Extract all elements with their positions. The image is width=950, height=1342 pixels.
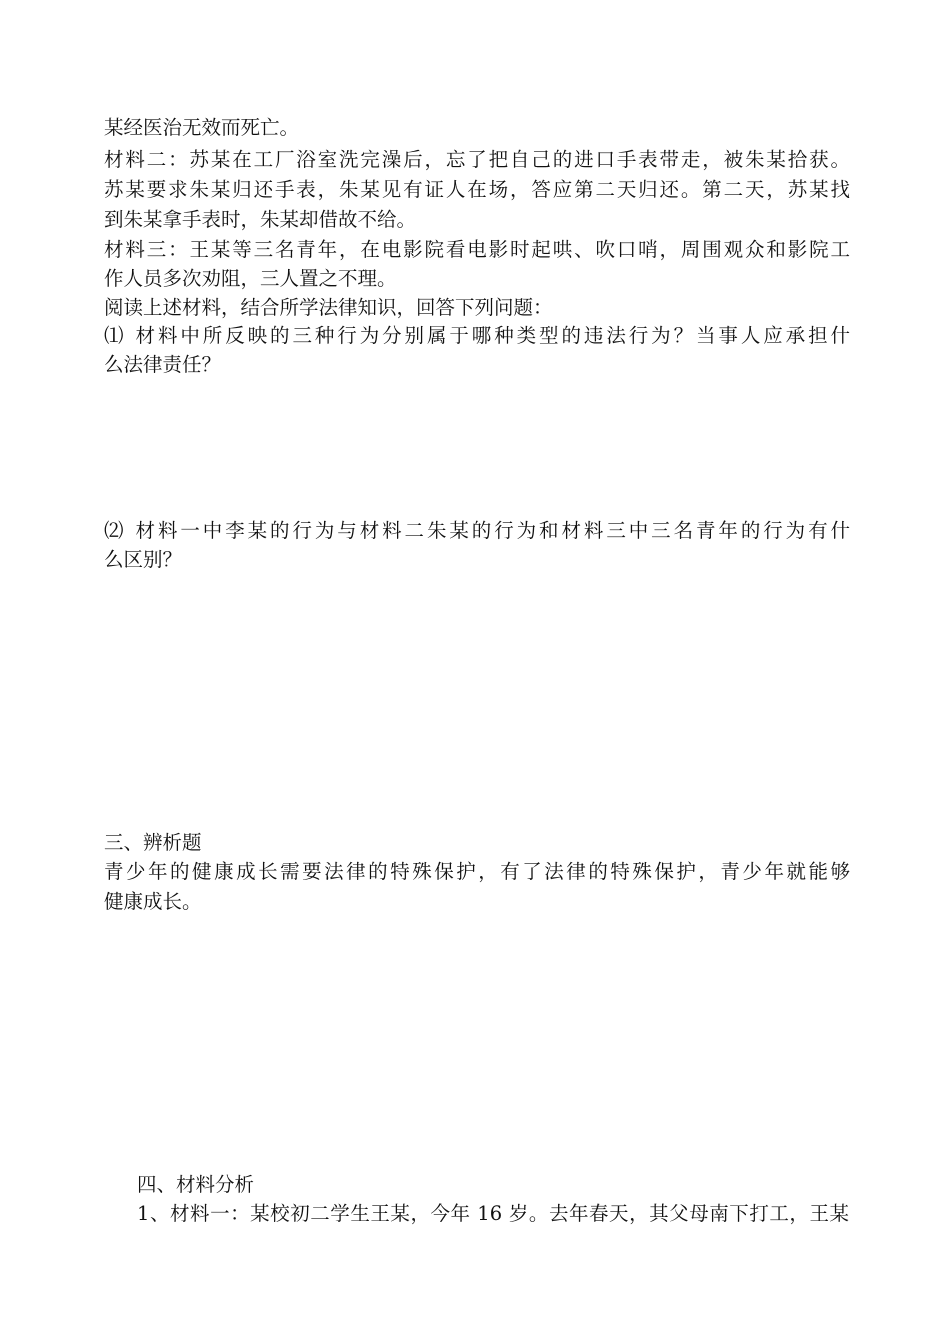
section-four-title: 四、材料分析 xyxy=(137,1173,255,1196)
material-two-line: 苏某要求朱某归还手表，朱某见有证人在场，答应第二天归还。第二天，苏某找 xyxy=(104,178,850,201)
question-one-line: 么法律责任？ xyxy=(104,353,222,376)
section-three-statement: 健康成长。 xyxy=(104,890,202,913)
material-three-line: 材料三：王某等三名青年，在电影院看电影时起哄、吹口哨，周围观众和影院工 xyxy=(104,238,850,261)
question-two-line: 么区别？ xyxy=(104,548,183,571)
paragraph-line: 某经医治无效而死亡。 xyxy=(104,116,300,139)
section-three-title: 三、辨析题 xyxy=(104,831,202,854)
material-two-line: 到朱某拿手表时，朱某却借故不给。 xyxy=(104,208,417,231)
instruction-line: 阅读上述材料，结合所学法律知识，回答下列问题： xyxy=(104,296,553,319)
section-four-material-line: 1、材料一：某校初二学生王某，今年 16 岁。去年春天，其父母南下打工，王某 xyxy=(137,1202,849,1225)
material-two-line: 材料二：苏某在工厂浴室洗完澡后，忘了把自己的进口手表带走，被朱某拾获。 xyxy=(104,148,850,171)
question-one-line: ⑴ 材料中所反映的三种行为分别属于哪种类型的违法行为？当事人应承担什 xyxy=(104,324,850,347)
material-three-line: 作人员多次劝阻，三人置之不理。 xyxy=(104,267,397,290)
section-three-statement: 青少年的健康成长需要法律的特殊保护，有了法律的特殊保护，青少年就能够 xyxy=(104,860,850,883)
question-two-line: ⑵ 材料一中李某的行为与材料二朱某的行为和材料三中三名青年的行为有什 xyxy=(104,519,850,542)
